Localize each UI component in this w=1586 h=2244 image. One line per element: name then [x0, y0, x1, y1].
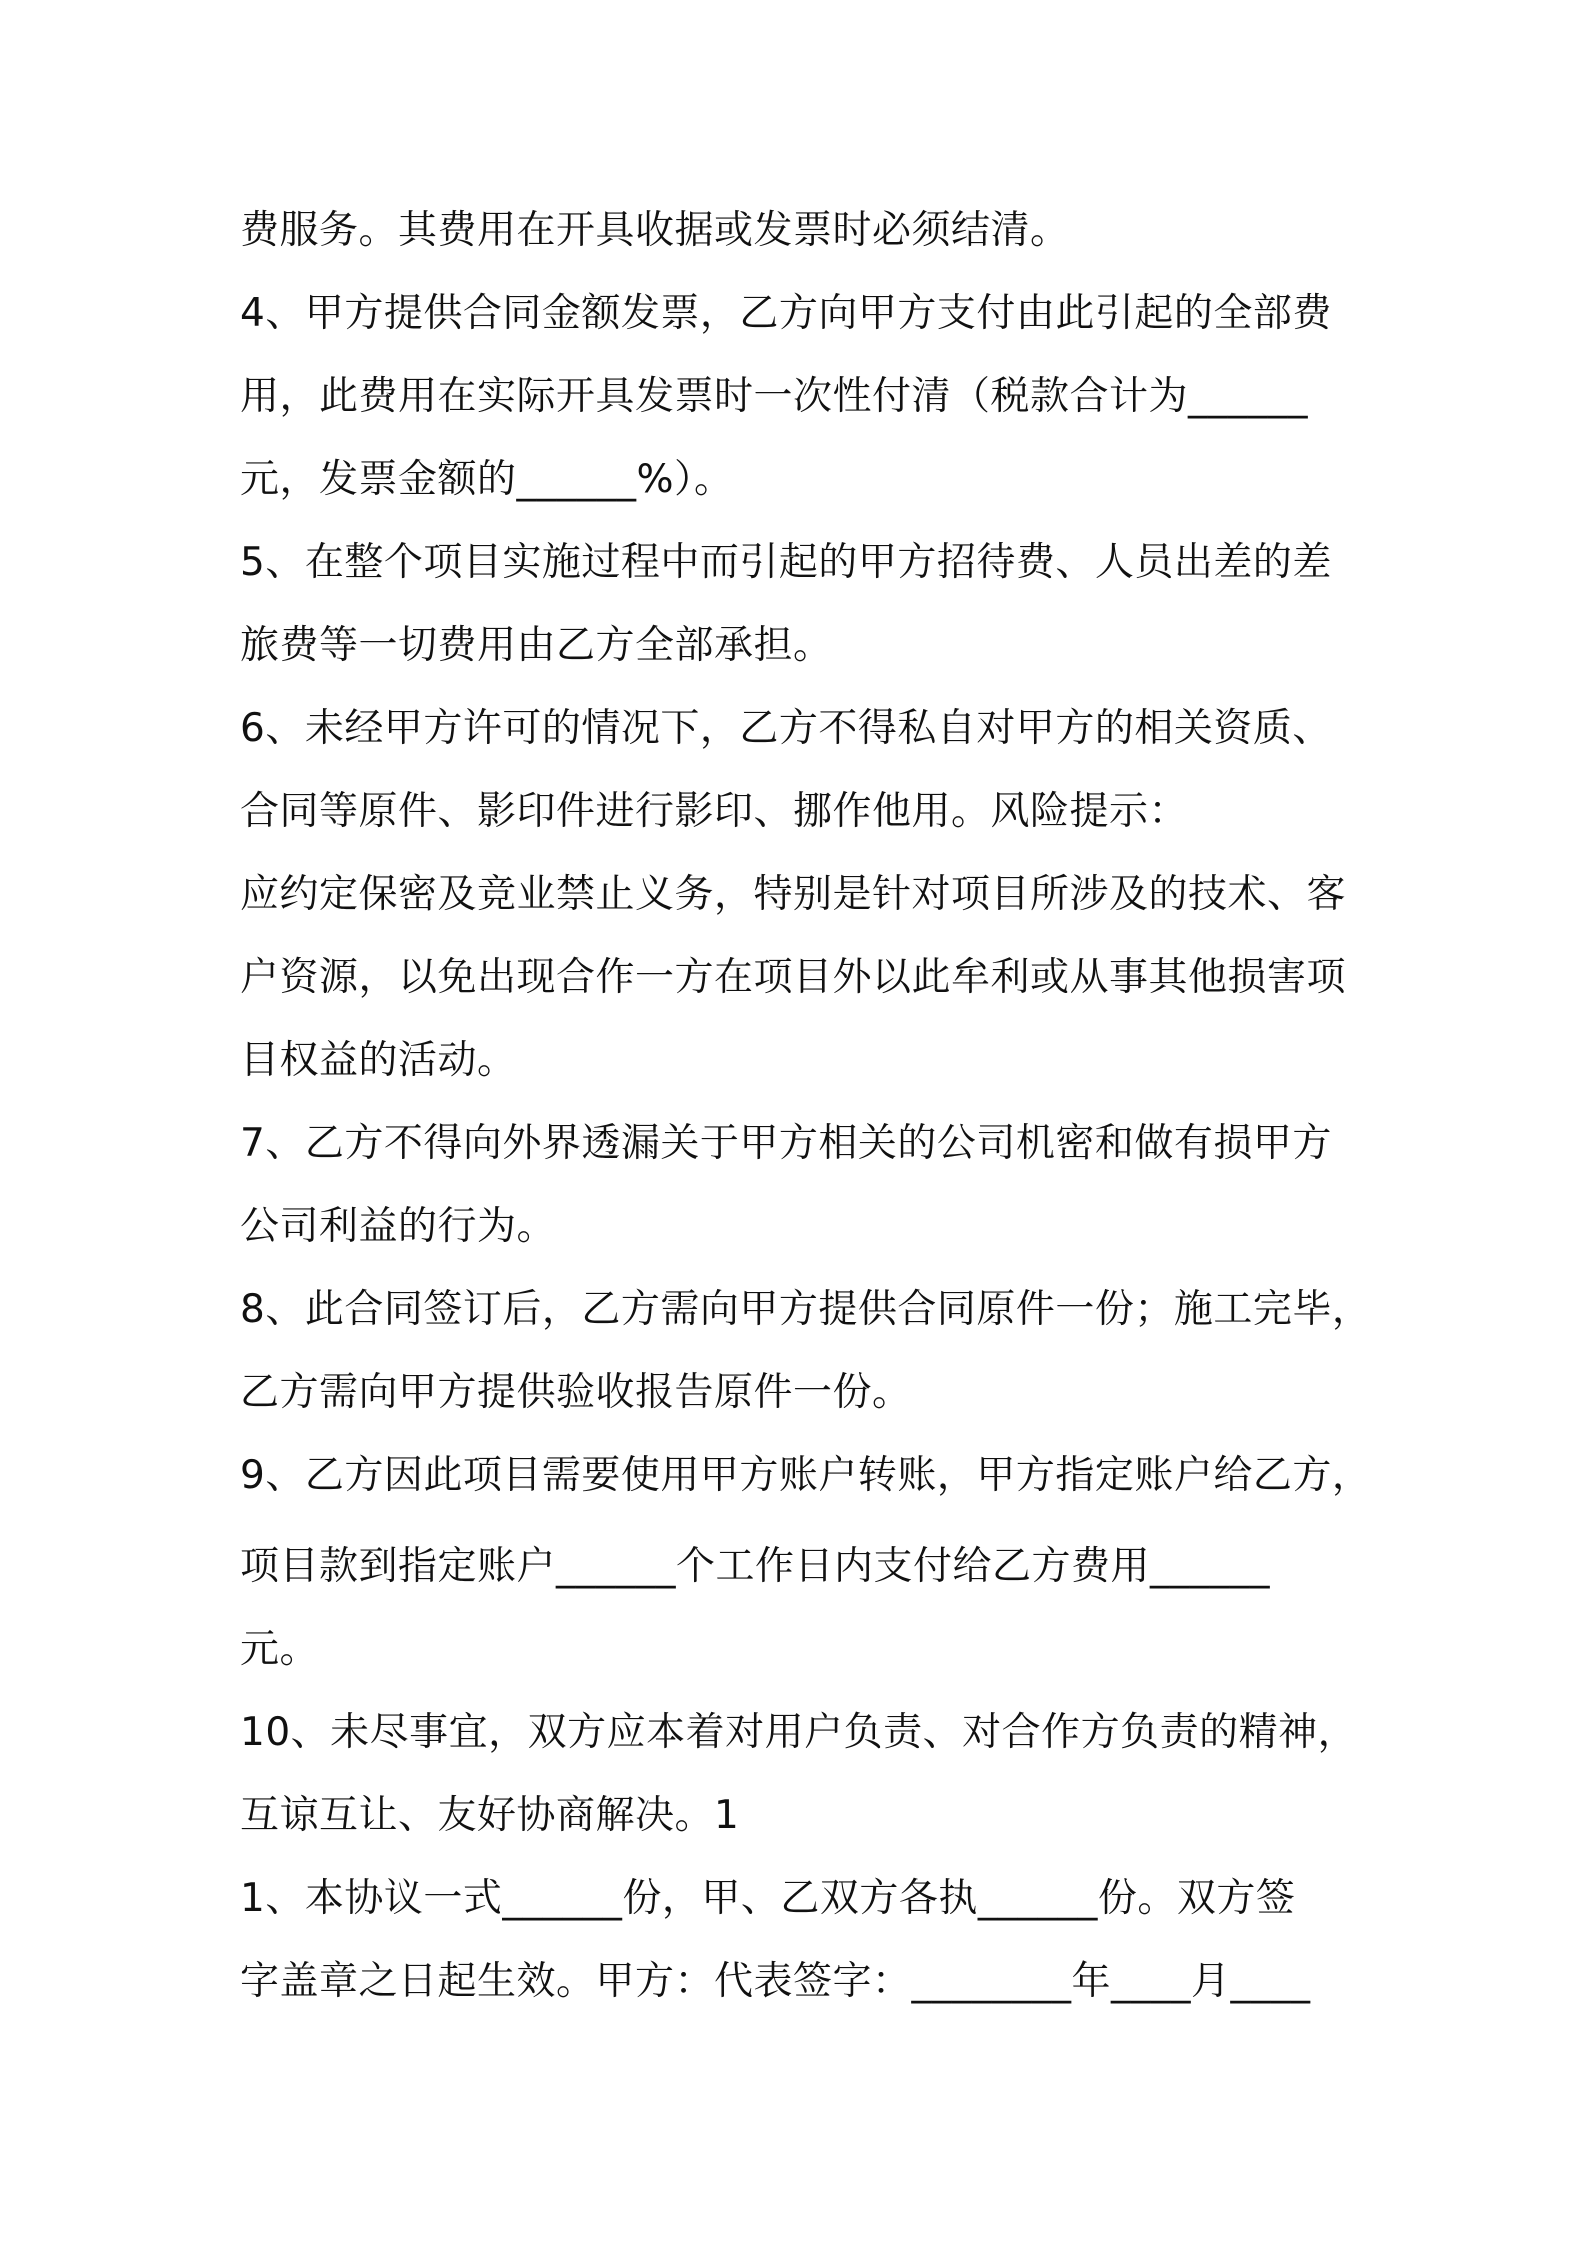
clause-7-line-1: 7、乙方不得向外界透漏关于甲方相关的公司机密和做有损甲方: [240, 1121, 1332, 1166]
clause-4-line-1: 4、甲方提供合同金额发票，乙方向甲方支付由此引起的全部费: [240, 291, 1332, 336]
clause-9-line-1: 9、乙方因此项目需要使用甲方账户转账，甲方指定账户给乙方，: [240, 1453, 1372, 1498]
clause-10-line-2: 互谅互让、友好协商解决。1: [240, 1793, 740, 1838]
risk-note-line-1: 应约定保密及竞业禁止义务，特别是针对项目所涉及的技术、客: [240, 872, 1347, 917]
contract-text: [240, 196, 1370, 2030]
clause-6-line-2: 合同等原件、影印件进行影印、挪作他用。风险提示：: [240, 789, 1189, 834]
clause-5-line-1: 5、在整个项目实施过程中而引起的甲方招待费、人员出差的差: [240, 540, 1332, 585]
clause-8-line-1: 8、此合同签订后，乙方需向甲方提供合同原件一份；施工完毕，: [240, 1287, 1372, 1332]
risk-note-line-3: 目权益的活动。: [240, 1038, 517, 1083]
closing-clause-line-1: 1、本协议一式______份，甲、乙双方各执______份。双方签: [240, 1876, 1296, 1921]
text-line: 费服务。其费用在开具收据或发票时必须结清。: [240, 208, 1070, 253]
clause-5-line-2: 旅费等一切费用由乙方全部承担。: [240, 623, 833, 668]
clause-9-line-3: 元。: [240, 1627, 320, 1672]
clause-7-line-2: 公司利益的行为。: [240, 1204, 557, 1249]
clause-4-line-2: 用，此费用在实际开具发票时一次性付清（税款合计为______: [240, 374, 1309, 419]
clause-8-line-2: 乙方需向甲方提供验收报告原件一份。: [240, 1370, 912, 1415]
clause-4-line-3: 元，发票金额的______%）。: [240, 457, 734, 502]
clause-9-line-2: 项目款到指定账户______个工作日内支付给乙方费用______: [240, 1544, 1271, 1589]
risk-note-line-2: 户资源，以免出现合作一方在项目外以此牟利或从事其他损害项: [240, 955, 1347, 1000]
clause-10-line-1: 10、未尽事宜，双方应本着对用户负责、对合作方负责的精神，: [240, 1710, 1358, 1755]
closing-clause-line-2: 字盖章之日起生效。甲方：代表签字：________年____月____: [240, 1959, 1311, 2004]
clause-6-line-1: 6、未经甲方许可的情况下，乙方不得私自对甲方的相关资质、: [240, 706, 1332, 751]
